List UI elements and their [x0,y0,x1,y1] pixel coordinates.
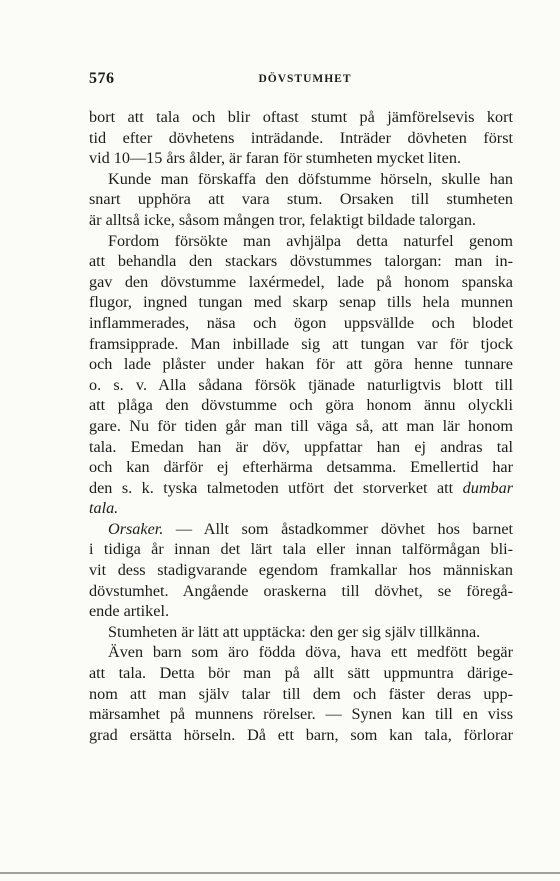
text-line: och kan därför ej efterhärma detsamma. Emellertid har [89,458,513,477]
page-header [89,70,513,90]
text-line: ende artikel. [89,602,169,621]
text-line: Kunde man förskaffa den döfstumme hörseln, skulle han [108,169,513,188]
text-line [89,519,513,540]
text-line: snart upphöra att vara stum. Orsaken till stumheten [89,190,513,209]
text-line: nom att man själv talar till dem och fäster deras upp- [89,684,513,703]
text-line: grad ersätta hörseln. Då ett barn, som kan tala, förlorar [89,725,513,744]
text-line: Stumheten är lätt att upptäcka: den ger sig själv tillkänna. [108,622,481,641]
text-line: Även barn som äro födda döva, hava ett medfött begär [108,643,513,662]
text-segment: — Allt som åstadkommer dövhet hos barnet [175,519,514,538]
text-line: och lade plåster under hakan för att göra henne tunnare [89,355,513,374]
text-line: flugor, ingned tungan med skarp senap tills hela munnen [89,293,513,312]
text-line: dövstumhet. Angående oraskerna till dövhet, se föregå- [89,581,513,600]
text-line: tala. Emedan han är döv, uppfattar han ej andras tal [89,437,513,456]
text-line: att plåga den dövstumme och göra honom ännu olyckli [89,396,513,415]
page-number: 576 [89,70,115,87]
section-heading: Orsaker. [108,519,164,538]
text-line: att behandla den stackars dövstummes talorgan: man in- [89,252,513,271]
text-line: tala. [89,499,119,518]
text-line: Fordom försökte man avhjälpa detta naturfel genom [108,231,513,250]
text-line: i tidiga år innan det lärt tala eller innan talförmågan bli- [89,540,513,559]
text-line: gare. Nu för tiden går man till väga så, att man lär honom [89,416,513,435]
body-text [89,107,513,745]
text-line: vid 10—15 års ålder, är faran för stumheten mycket liten. [89,149,461,168]
text-line: märsamhet på munnens rörelser. — Synen kan till en viss [89,705,513,724]
text-line: o. s. v. Alla sådana försök tjänade naturligtvis blott till [89,375,513,394]
text-line: att tala. Detta bör man på allt sätt uppmuntra därige- [89,664,513,683]
page-bottom-edge [0,872,560,874]
text-segment: den s. k. tyska talmetoden utfört det storverket att [89,478,454,497]
text-line: vit dess stadigvarande egendom framkallar hos människan [89,561,513,580]
text-line: inflammerades, näsa och ögon uppsvällde och blodet [89,313,513,332]
text-line: bort att tala och blir oftast stumt på jämförelsevis kort [89,108,513,126]
text-line: tid efter dövhetens inträdande. Inträder dövheten först [89,128,513,147]
italic-word: dumbar [462,478,514,497]
text-line: framsipprade. Man inbillade sig att tungan var för tjock [89,334,513,353]
text-line: gav den dövstumme laxérmedel, lade på honom spanska [89,272,513,291]
running-title: DÖVSTUMHET [258,73,352,85]
text-line: är alltså icke, såsom mången tror, felaktigt bildade talorgan. [89,210,476,229]
text-line [89,478,513,499]
